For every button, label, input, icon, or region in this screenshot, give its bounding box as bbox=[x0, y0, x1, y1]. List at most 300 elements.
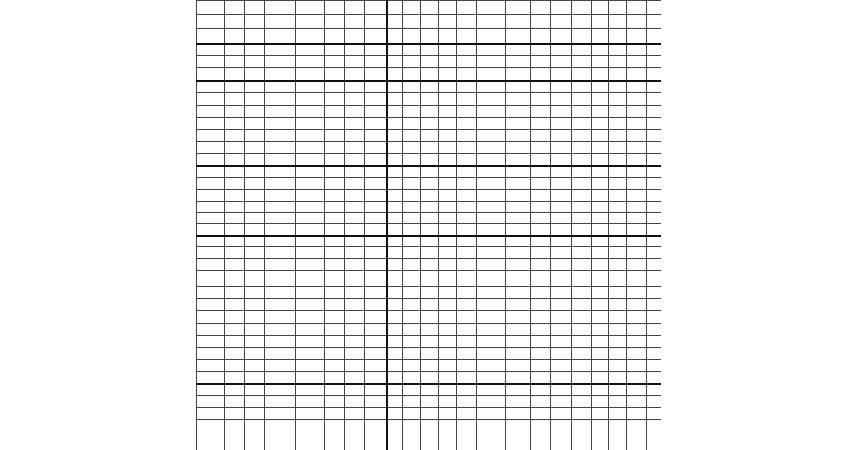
table-cell bbox=[572, 271, 592, 287]
table-cell bbox=[245, 202, 265, 213]
table-cell bbox=[572, 44, 592, 56]
table-cell bbox=[296, 271, 325, 287]
table-cell bbox=[296, 213, 325, 224]
table-row bbox=[197, 81, 662, 93]
table-cell bbox=[325, 311, 345, 324]
table-cell bbox=[551, 56, 572, 68]
table-cell bbox=[592, 348, 609, 360]
table-cell bbox=[551, 202, 572, 213]
table-cell bbox=[592, 271, 609, 287]
table-cell bbox=[457, 190, 477, 202]
table-cell bbox=[365, 224, 387, 236]
table-cell bbox=[296, 299, 325, 311]
table-cell bbox=[439, 271, 457, 287]
table-body bbox=[197, 1, 662, 450]
table-cell bbox=[345, 259, 365, 271]
table-cell bbox=[457, 236, 477, 247]
table-cell bbox=[477, 81, 506, 93]
table-cell bbox=[647, 190, 662, 202]
table-row bbox=[197, 372, 662, 384]
table-cell bbox=[197, 224, 225, 236]
table-cell bbox=[439, 259, 457, 271]
table-cell bbox=[609, 336, 627, 348]
table-cell bbox=[572, 154, 592, 166]
table-cell bbox=[477, 311, 506, 324]
table-cell bbox=[572, 311, 592, 324]
table-cell bbox=[245, 1, 265, 15]
table-row bbox=[197, 178, 662, 190]
table-cell bbox=[325, 130, 345, 142]
table-cell bbox=[345, 68, 365, 81]
table-cell bbox=[387, 299, 403, 311]
table-cell bbox=[365, 236, 387, 247]
table-cell bbox=[403, 106, 421, 118]
table-cell bbox=[403, 396, 421, 408]
table-cell bbox=[439, 420, 457, 450]
table-cell bbox=[627, 396, 647, 408]
table-cell bbox=[225, 68, 245, 81]
table-cell bbox=[531, 360, 551, 372]
table-cell bbox=[477, 15, 506, 29]
table-cell bbox=[403, 408, 421, 420]
table-cell bbox=[265, 130, 296, 142]
table-cell bbox=[551, 311, 572, 324]
table-cell bbox=[439, 29, 457, 44]
table-cell bbox=[531, 384, 551, 396]
table-cell bbox=[387, 360, 403, 372]
table-cell bbox=[572, 360, 592, 372]
table-cell bbox=[506, 130, 531, 142]
table-cell bbox=[265, 372, 296, 384]
table-cell bbox=[531, 348, 551, 360]
table-cell bbox=[627, 271, 647, 287]
table-cell bbox=[572, 259, 592, 271]
table-cell bbox=[365, 29, 387, 44]
table-cell bbox=[225, 118, 245, 130]
table-cell bbox=[197, 408, 225, 420]
table-cell bbox=[627, 166, 647, 178]
table-cell bbox=[345, 271, 365, 287]
table-cell bbox=[245, 178, 265, 190]
table-cell bbox=[197, 420, 225, 450]
table-cell bbox=[439, 190, 457, 202]
table-cell bbox=[245, 360, 265, 372]
table-cell bbox=[197, 106, 225, 118]
table-cell bbox=[592, 259, 609, 271]
table-cell bbox=[506, 287, 531, 299]
table-cell bbox=[457, 299, 477, 311]
table-cell bbox=[592, 324, 609, 336]
table-row bbox=[197, 154, 662, 166]
table-cell bbox=[609, 360, 627, 372]
table-cell bbox=[592, 384, 609, 396]
table-cell bbox=[296, 420, 325, 450]
table-cell bbox=[592, 420, 609, 450]
table-cell bbox=[647, 396, 662, 408]
table-cell bbox=[365, 81, 387, 93]
table-cell bbox=[403, 213, 421, 224]
table-cell bbox=[572, 29, 592, 44]
table-cell bbox=[387, 142, 403, 154]
table-cell bbox=[592, 287, 609, 299]
table-cell bbox=[647, 93, 662, 106]
table-cell bbox=[296, 81, 325, 93]
table-cell bbox=[245, 408, 265, 420]
table-cell bbox=[609, 396, 627, 408]
table-cell bbox=[403, 154, 421, 166]
table-cell bbox=[387, 118, 403, 130]
table-cell bbox=[296, 348, 325, 360]
table-cell bbox=[439, 372, 457, 384]
table-cell bbox=[421, 336, 439, 348]
table-cell bbox=[365, 68, 387, 81]
table-cell bbox=[531, 324, 551, 336]
table-cell bbox=[506, 259, 531, 271]
table-cell bbox=[592, 154, 609, 166]
table-cell bbox=[245, 142, 265, 154]
table-cell bbox=[403, 190, 421, 202]
table-cell bbox=[647, 130, 662, 142]
table-cell bbox=[403, 81, 421, 93]
table-cell bbox=[345, 118, 365, 130]
table-cell bbox=[365, 271, 387, 287]
table-cell bbox=[457, 271, 477, 287]
table-cell bbox=[439, 130, 457, 142]
table-cell bbox=[531, 336, 551, 348]
table-cell bbox=[245, 56, 265, 68]
table-cell bbox=[647, 29, 662, 44]
table-cell bbox=[551, 396, 572, 408]
table-cell bbox=[365, 372, 387, 384]
table-cell bbox=[572, 236, 592, 247]
table-cell bbox=[403, 93, 421, 106]
table-cell bbox=[325, 408, 345, 420]
table-cell bbox=[365, 348, 387, 360]
table-cell bbox=[647, 259, 662, 271]
table-cell bbox=[592, 236, 609, 247]
table-row bbox=[197, 56, 662, 68]
table-cell bbox=[421, 56, 439, 68]
table-cell bbox=[627, 236, 647, 247]
table-cell bbox=[245, 372, 265, 384]
table-cell bbox=[457, 336, 477, 348]
table-cell bbox=[572, 56, 592, 68]
table-cell bbox=[345, 44, 365, 56]
table-cell bbox=[531, 15, 551, 29]
table-cell bbox=[421, 420, 439, 450]
table-cell bbox=[365, 311, 387, 324]
table-cell bbox=[225, 372, 245, 384]
table-cell bbox=[421, 224, 439, 236]
table-cell bbox=[387, 224, 403, 236]
table-cell bbox=[197, 142, 225, 154]
table-cell bbox=[592, 81, 609, 93]
table-cell bbox=[225, 259, 245, 271]
table-cell bbox=[197, 384, 225, 396]
table-cell bbox=[457, 213, 477, 224]
table-cell bbox=[627, 15, 647, 29]
table-cell bbox=[477, 166, 506, 178]
table-cell bbox=[551, 178, 572, 190]
table-cell bbox=[647, 287, 662, 299]
table-cell bbox=[403, 287, 421, 299]
table-cell bbox=[197, 166, 225, 178]
table-cell bbox=[477, 324, 506, 336]
table-cell bbox=[572, 384, 592, 396]
table-cell bbox=[245, 15, 265, 29]
table-cell bbox=[506, 29, 531, 44]
table-cell bbox=[457, 154, 477, 166]
table-cell bbox=[245, 348, 265, 360]
table-cell bbox=[296, 324, 325, 336]
table-cell bbox=[345, 1, 365, 15]
table-cell bbox=[609, 166, 627, 178]
table-row bbox=[197, 311, 662, 324]
table-cell bbox=[421, 348, 439, 360]
table-cell bbox=[345, 202, 365, 213]
table-row bbox=[197, 348, 662, 360]
table-cell bbox=[457, 396, 477, 408]
table-cell bbox=[551, 44, 572, 56]
table-cell bbox=[457, 224, 477, 236]
table-cell bbox=[365, 166, 387, 178]
table-cell bbox=[225, 178, 245, 190]
table-cell bbox=[265, 190, 296, 202]
table-cell bbox=[506, 81, 531, 93]
table-cell bbox=[245, 44, 265, 56]
table-cell bbox=[403, 324, 421, 336]
table-cell bbox=[296, 15, 325, 29]
table-cell bbox=[225, 142, 245, 154]
table-cell bbox=[325, 202, 345, 213]
table-cell bbox=[225, 29, 245, 44]
table-cell bbox=[477, 178, 506, 190]
table-cell bbox=[477, 190, 506, 202]
table-cell bbox=[225, 336, 245, 348]
table-cell bbox=[325, 348, 345, 360]
table-cell bbox=[265, 236, 296, 247]
table-cell bbox=[531, 118, 551, 130]
table-cell bbox=[296, 56, 325, 68]
table-cell bbox=[531, 44, 551, 56]
table-cell bbox=[365, 1, 387, 15]
table-cell bbox=[477, 384, 506, 396]
table-cell bbox=[265, 287, 296, 299]
table-cell bbox=[403, 118, 421, 130]
table-cell bbox=[477, 348, 506, 360]
table-cell bbox=[551, 1, 572, 15]
table-cell bbox=[197, 247, 225, 259]
table-cell bbox=[387, 384, 403, 396]
table-cell bbox=[325, 247, 345, 259]
table-cell bbox=[647, 408, 662, 420]
table-cell bbox=[403, 130, 421, 142]
table-cell bbox=[225, 44, 245, 56]
table-cell bbox=[245, 106, 265, 118]
table-cell bbox=[572, 348, 592, 360]
table-cell bbox=[387, 348, 403, 360]
table-cell bbox=[245, 311, 265, 324]
table-cell bbox=[572, 1, 592, 15]
table-cell bbox=[457, 106, 477, 118]
table-cell bbox=[477, 154, 506, 166]
table-cell bbox=[245, 166, 265, 178]
table-cell bbox=[296, 130, 325, 142]
table-cell bbox=[245, 384, 265, 396]
table-cell bbox=[506, 311, 531, 324]
table-row bbox=[197, 396, 662, 408]
table-cell bbox=[225, 348, 245, 360]
table-cell bbox=[365, 247, 387, 259]
table-cell bbox=[477, 93, 506, 106]
table-cell bbox=[403, 29, 421, 44]
table-cell bbox=[551, 130, 572, 142]
table-cell bbox=[296, 408, 325, 420]
table-cell bbox=[531, 311, 551, 324]
table-cell bbox=[572, 247, 592, 259]
table-cell bbox=[345, 247, 365, 259]
table-cell bbox=[197, 178, 225, 190]
table-cell bbox=[265, 44, 296, 56]
table-cell bbox=[325, 372, 345, 384]
table-cell bbox=[325, 142, 345, 154]
table-cell bbox=[609, 81, 627, 93]
table-cell bbox=[506, 154, 531, 166]
table-cell bbox=[647, 236, 662, 247]
table-cell bbox=[325, 271, 345, 287]
table-cell bbox=[296, 1, 325, 15]
table-cell bbox=[265, 324, 296, 336]
table-cell bbox=[647, 68, 662, 81]
table-cell bbox=[197, 15, 225, 29]
table-cell bbox=[265, 154, 296, 166]
table-cell bbox=[387, 15, 403, 29]
table-cell bbox=[627, 336, 647, 348]
table-cell bbox=[531, 408, 551, 420]
table-cell bbox=[551, 190, 572, 202]
table-cell bbox=[225, 106, 245, 118]
table-cell bbox=[225, 384, 245, 396]
table-cell bbox=[572, 118, 592, 130]
table-cell bbox=[225, 360, 245, 372]
table-cell bbox=[421, 29, 439, 44]
table-cell bbox=[403, 166, 421, 178]
table-cell bbox=[572, 15, 592, 29]
table-cell bbox=[609, 202, 627, 213]
table-row bbox=[197, 1, 662, 15]
table-cell bbox=[225, 420, 245, 450]
table-cell bbox=[325, 287, 345, 299]
table-cell bbox=[572, 202, 592, 213]
table-cell bbox=[421, 154, 439, 166]
table-row bbox=[197, 202, 662, 213]
table-row bbox=[197, 213, 662, 224]
table-cell bbox=[197, 299, 225, 311]
table-cell bbox=[245, 81, 265, 93]
table-cell bbox=[439, 384, 457, 396]
table-cell bbox=[506, 408, 531, 420]
table-cell bbox=[477, 202, 506, 213]
table-cell bbox=[345, 178, 365, 190]
table-cell bbox=[572, 372, 592, 384]
table-cell bbox=[506, 166, 531, 178]
table-cell bbox=[506, 299, 531, 311]
table-cell bbox=[387, 259, 403, 271]
table-cell bbox=[225, 396, 245, 408]
table-cell bbox=[197, 29, 225, 44]
table-cell bbox=[647, 224, 662, 236]
table-cell bbox=[365, 408, 387, 420]
table-cell bbox=[439, 287, 457, 299]
table-cell bbox=[421, 259, 439, 271]
table-cell bbox=[265, 56, 296, 68]
table-cell bbox=[365, 178, 387, 190]
table-cell bbox=[439, 178, 457, 190]
table-cell bbox=[457, 29, 477, 44]
table-cell bbox=[265, 311, 296, 324]
table-cell bbox=[647, 360, 662, 372]
table-cell bbox=[197, 336, 225, 348]
table-cell bbox=[296, 396, 325, 408]
table-cell bbox=[609, 372, 627, 384]
table-cell bbox=[225, 324, 245, 336]
table-cell bbox=[387, 271, 403, 287]
table-cell bbox=[572, 130, 592, 142]
table-cell bbox=[647, 384, 662, 396]
table-cell bbox=[365, 360, 387, 372]
table-cell bbox=[506, 15, 531, 29]
table-cell bbox=[627, 118, 647, 130]
table-cell bbox=[245, 224, 265, 236]
table-cell bbox=[531, 236, 551, 247]
table-cell bbox=[627, 1, 647, 15]
table-cell bbox=[325, 178, 345, 190]
table-cell bbox=[592, 1, 609, 15]
table-cell bbox=[609, 287, 627, 299]
table-cell bbox=[325, 190, 345, 202]
table-cell bbox=[403, 247, 421, 259]
table-cell bbox=[551, 324, 572, 336]
table-cell bbox=[265, 271, 296, 287]
table-cell bbox=[457, 1, 477, 15]
table-cell bbox=[609, 118, 627, 130]
table-cell bbox=[345, 15, 365, 29]
table-cell bbox=[439, 154, 457, 166]
table-cell bbox=[647, 372, 662, 384]
table-cell bbox=[457, 118, 477, 130]
table-cell bbox=[457, 68, 477, 81]
table-cell bbox=[531, 166, 551, 178]
table-cell bbox=[551, 236, 572, 247]
table-cell bbox=[531, 190, 551, 202]
table-row bbox=[197, 336, 662, 348]
table-cell bbox=[506, 224, 531, 236]
table-cell bbox=[365, 118, 387, 130]
table-cell bbox=[225, 130, 245, 142]
table-cell bbox=[403, 56, 421, 68]
table-cell bbox=[627, 154, 647, 166]
table-cell bbox=[325, 44, 345, 56]
table-cell bbox=[609, 224, 627, 236]
table-cell bbox=[506, 396, 531, 408]
table-cell bbox=[627, 360, 647, 372]
table-cell bbox=[592, 178, 609, 190]
table-cell bbox=[421, 360, 439, 372]
table-cell bbox=[551, 29, 572, 44]
table-cell bbox=[296, 287, 325, 299]
table-cell bbox=[225, 287, 245, 299]
table-cell bbox=[296, 29, 325, 44]
